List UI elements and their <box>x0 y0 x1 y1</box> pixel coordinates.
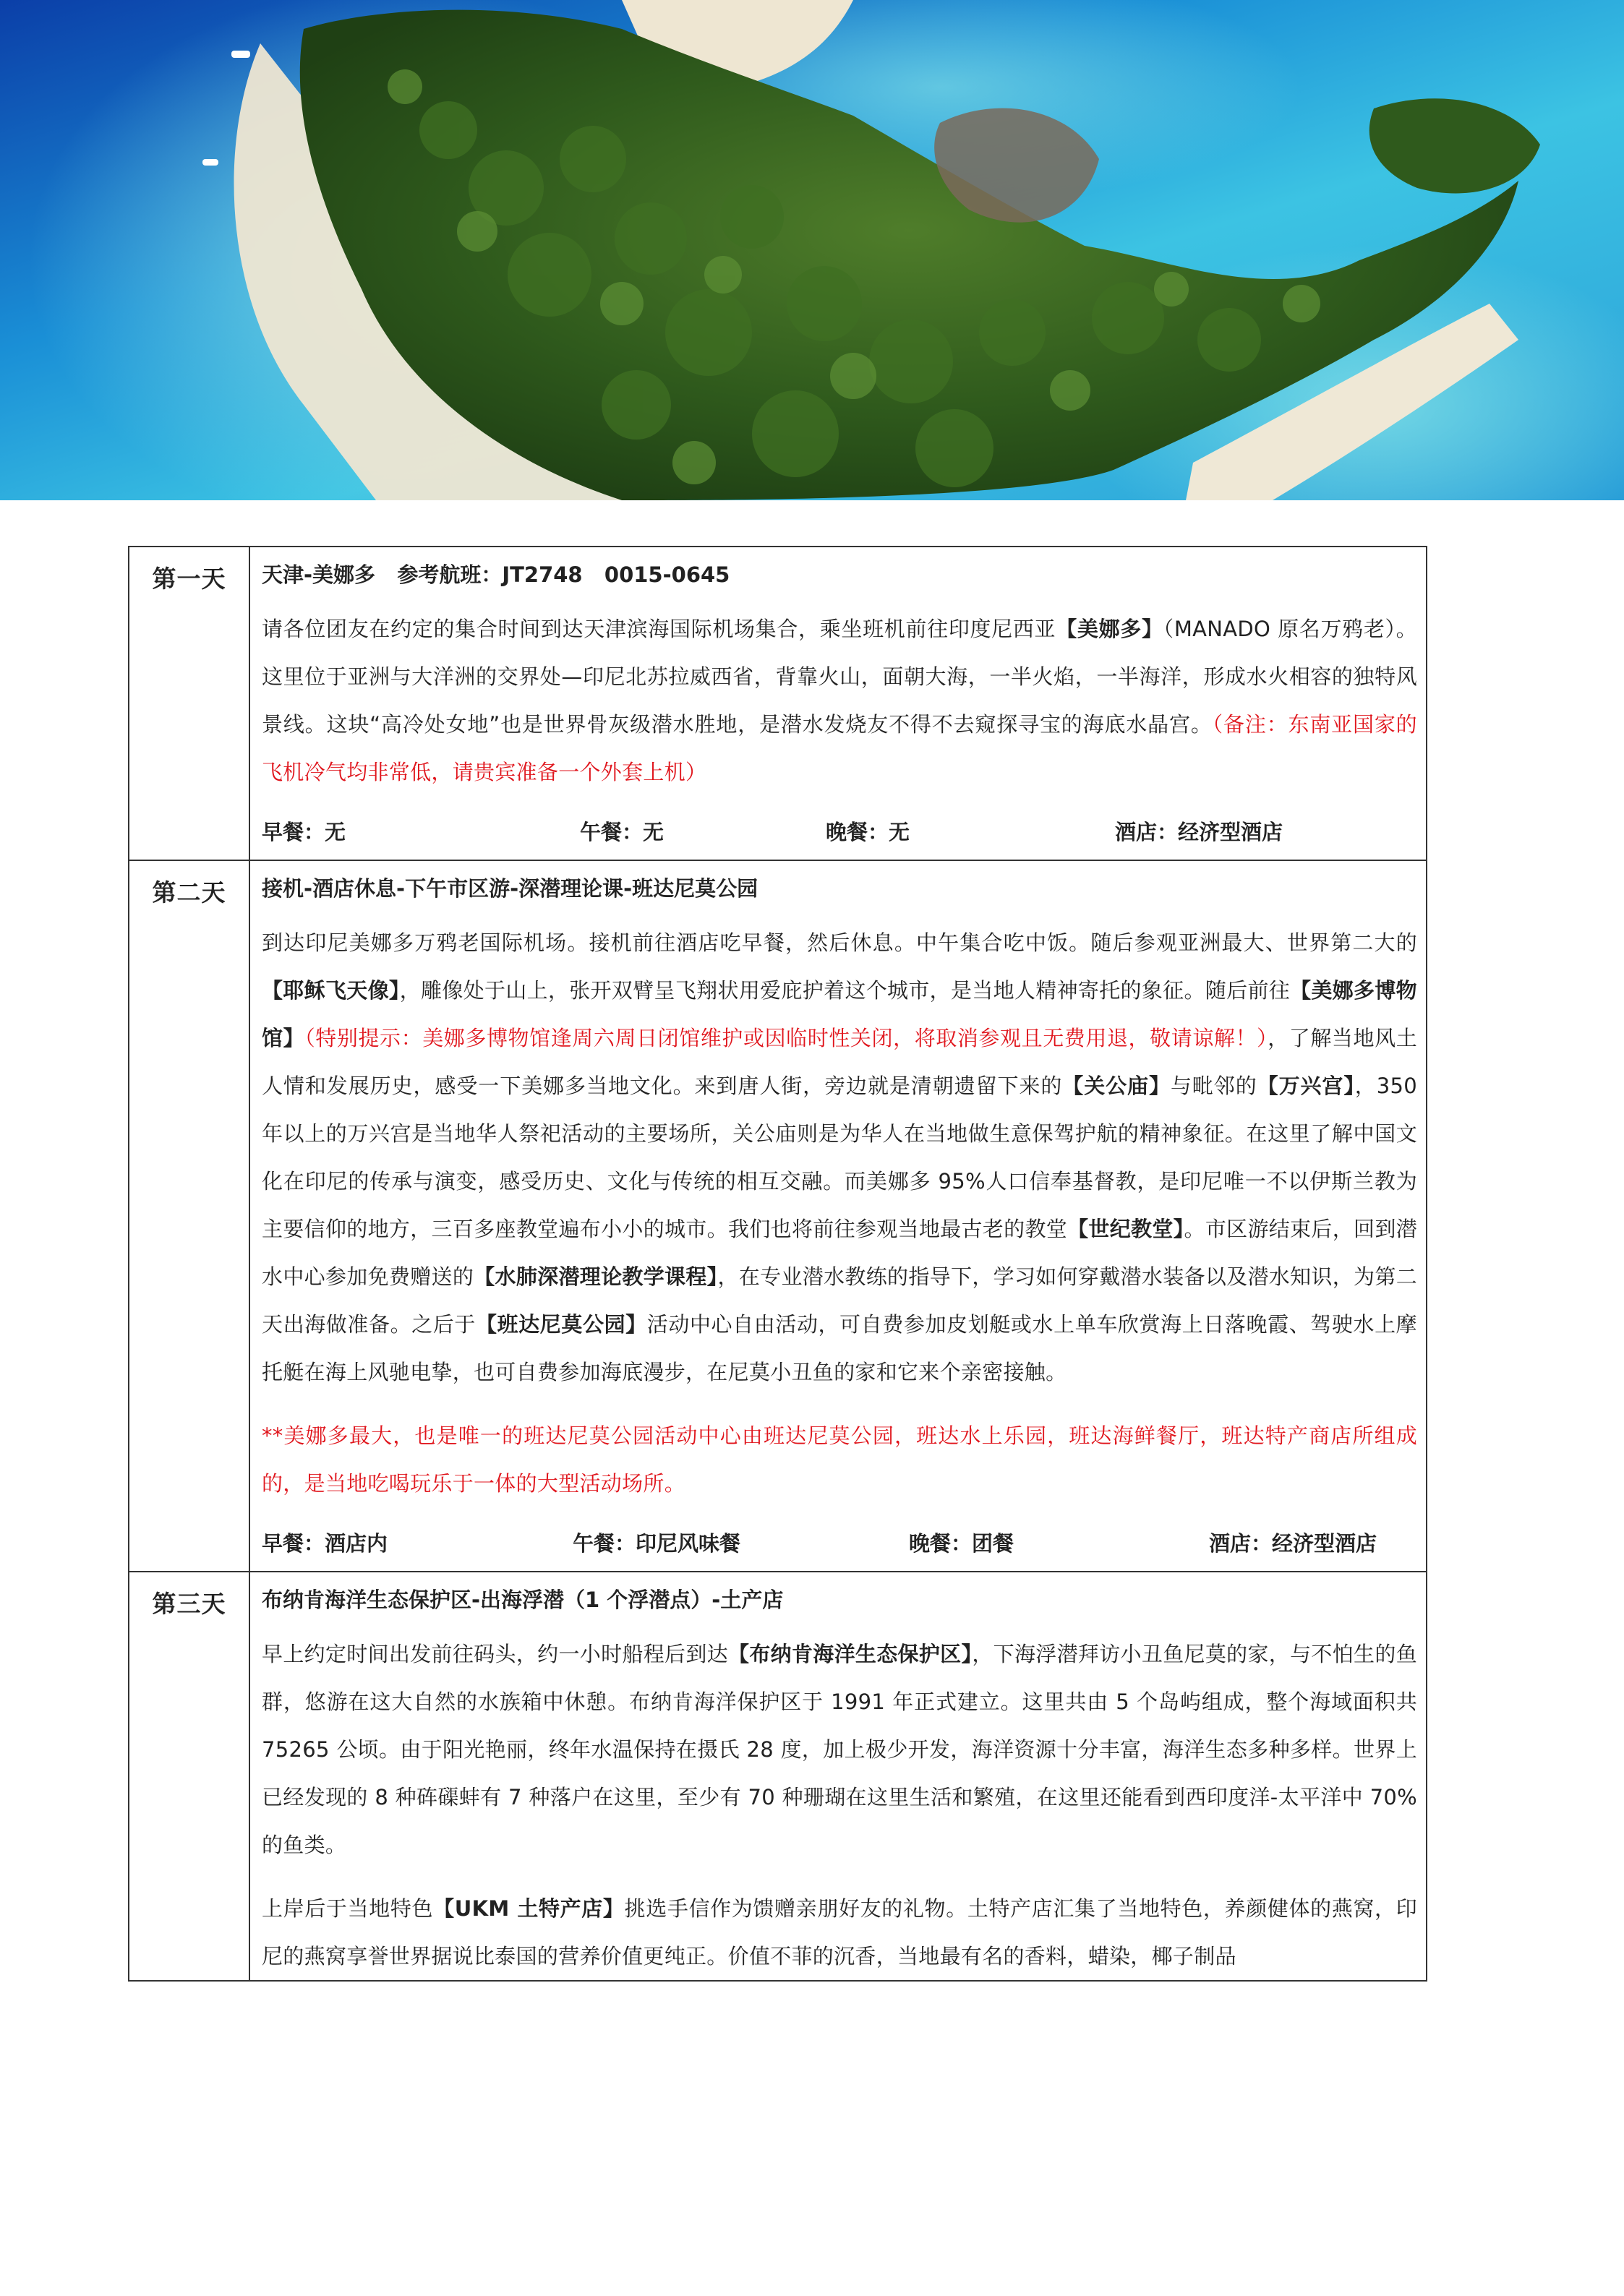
day-paragraph <box>262 1630 1417 1869</box>
day-paragraph <box>262 919 1417 1396</box>
body-text: 到达印尼美娜多万鸦老国际机场。接机前往酒店吃早餐，然后休息。中午集合吃中饭。随后参观亚洲最大、世界第二大的 <box>262 930 1417 955</box>
hero-island-photo <box>0 0 1624 500</box>
highlight-text: 【美娜多】 <box>1056 617 1163 641</box>
body-text: 挑选手信作为馈赠亲朋好友的礼物。土特产店汇集了当地特色，养颜健体的燕窝，印尼的燕窝享誉世界据说比泰国的营养价值更纯正。价值不菲的沉香，当地最有名的香料，蜡染，椰子制品 <box>262 1896 1418 1969</box>
body-text: ，350 年以上的万兴宫是当地华人祭祀活动的主要场所，关公庙则是为华人在当地做生意保驾护航的精神象征。在这里了解中国文化在印尼的传承与演变，感受历史、文化与传统的相互交融。而美娜多 95%人口信奉基督教，是印尼唯一不以伊斯兰教为主要信仰的地方，三百多座教堂遍布小小的城市。我们也将前往参观当地最古老的教堂 <box>262 1074 1417 1241</box>
dinner-info: 晚餐：团餐 <box>909 1531 1014 1556</box>
day-content <box>249 860 1427 1572</box>
breakfast-info: 早餐：无 <box>262 820 346 844</box>
itinerary-table <box>128 546 1427 1982</box>
notice-text: **美娜多最大，也是唯一的班达尼莫公园活动中心由班达尼莫公园，班达水上乐园，班达海鲜餐厅，班达特产商店所组成的，是当地吃喝玩乐于一体的大型活动场所。 <box>262 1423 1417 1496</box>
day-paragraph <box>262 1885 1417 1980</box>
body-text: ，了解当地风土人情和发展历史，感受一下美娜多当地文化。来到唐人街，旁边就是清朝遗留下来的 <box>262 1026 1417 1098</box>
day-paragraph <box>262 605 1417 796</box>
day-row <box>129 860 1427 1572</box>
notice-text: （备注：东南亚国家的飞机冷气均非常低，请贵宾准备一个外套上机） <box>262 712 1417 784</box>
meals-row <box>262 1529 1417 1558</box>
day-paragraph <box>262 1412 1417 1507</box>
hotel-info: 酒店：经济型酒店 <box>1115 820 1283 844</box>
day-content <box>249 547 1427 860</box>
body-text: 上岸后于当地特色 <box>262 1896 434 1921</box>
breakfast-info: 早餐：酒店内 <box>262 1531 388 1556</box>
day-row <box>129 547 1427 860</box>
highlight-text: 【万兴宫】 <box>1257 1074 1355 1098</box>
notice-text: （特别提示：美娜多博物馆逢周六周日闭馆维护或因临时性关闭，将取消参观且无费用退，敬请谅解！） <box>304 1026 1268 1050</box>
itinerary-body <box>129 547 1427 1981</box>
highlight-text: 【美娜多博物馆】 <box>262 978 1417 1050</box>
day-content <box>249 1572 1427 1981</box>
body-text: 。市区游结束后，回到潜水中心参加免费赠送的 <box>262 1217 1417 1289</box>
highlight-text: 【世纪教堂】 <box>1067 1217 1184 1241</box>
day-title: 接机-酒店休息-下午市区游-深潜理论课-班达尼莫公园 <box>262 876 758 901</box>
highlight-text: 【UKM 土特产店】 <box>433 1896 625 1921</box>
day-label: 第二天 <box>129 860 249 1572</box>
hotel-info: 酒店：经济型酒店 <box>1209 1531 1377 1556</box>
highlight-text: 【水肺深潜理论教学课程】 <box>474 1264 718 1289</box>
body-text: ，下海浮潜拜访小丑鱼尼莫的家，与不怕生的鱼群，悠游在这大自然的水族箱中休憩。布纳肯海洋保护区于 1991 年正式建立。这里共由 5 个岛屿组成，整个海域面积共 75265 公顷。由于阳光艳丽，终年水温保持在摄氏 28 度，加上极少开发，海洋资源十分丰富，海洋生态多种多样。世界上已经发现的 8 种砗磲蚌有 7 种落户在这里，至少有 70 种珊瑚在这里生活和繁殖，在这里还能看到西印度洋-太平洋中 70%的鱼类。 <box>262 1642 1417 1857</box>
highlight-text: 【关公庙】 <box>1062 1074 1171 1098</box>
highlight-text: 【班达尼莫公园】 <box>475 1312 647 1337</box>
lunch-info: 午餐：印尼风味餐 <box>573 1531 741 1556</box>
body-text: ，在专业潜水教练的指导下，学习如何穿戴潜水装备以及潜水知识，为第二天出海做准备。之后于 <box>262 1264 1417 1337</box>
body-text: 早上约定时间出发前往码头，约一小时船程后到达 <box>262 1642 728 1666</box>
dinner-info: 晚餐：无 <box>826 820 910 844</box>
body-text: 活动中心自由活动，可自费参加皮划艇或水上单车欣赏海上日落晚霞、驾驶水上摩托艇在海上风驰电挚，也可自费参加海底漫步，在尼莫小丑鱼的家和它来个亲密接触。 <box>262 1312 1417 1384</box>
body-text: ，雕像处于山上，张开双臂呈飞翔状用爱庇护着这个城市，是当地人精神寄托的象征。随后前往 <box>399 978 1291 1003</box>
body-text: 请各位团友在约定的集合时间到达天津滨海国际机场集合，乘坐班机前往印度尼西亚 <box>262 617 1056 641</box>
day-title: 天津-美娜多 参考航班：JT2748 0015-0645 <box>262 562 730 587</box>
day-row <box>129 1572 1427 1981</box>
day-label: 第三天 <box>129 1572 249 1981</box>
highlight-text: 【耶稣飞天像】 <box>262 978 400 1003</box>
day-label: 第一天 <box>129 547 249 860</box>
lunch-info: 午餐：无 <box>580 820 664 844</box>
body-text: 与毗邻的 <box>1170 1074 1257 1098</box>
body-text: （MANADO 原名万鸦老）。这里位于亚洲与大洋洲的交界处—印尼北苏拉威西省，背靠火山，面朝大海，一半火焰，一半海洋，形成水火相容的独特风景线。这块“高冷处女地”也是世界骨灰级潜水胜地，是潜水发烧友不得不去窥探寻宝的海底水晶宫。 <box>262 617 1417 737</box>
day-title: 布纳肯海洋生态保护区-出海浮潜（1 个浮潜点）-土产店 <box>262 1588 784 1612</box>
meals-row <box>262 818 1417 847</box>
highlight-text: 【布纳肯海洋生态保护区】 <box>728 1642 973 1666</box>
